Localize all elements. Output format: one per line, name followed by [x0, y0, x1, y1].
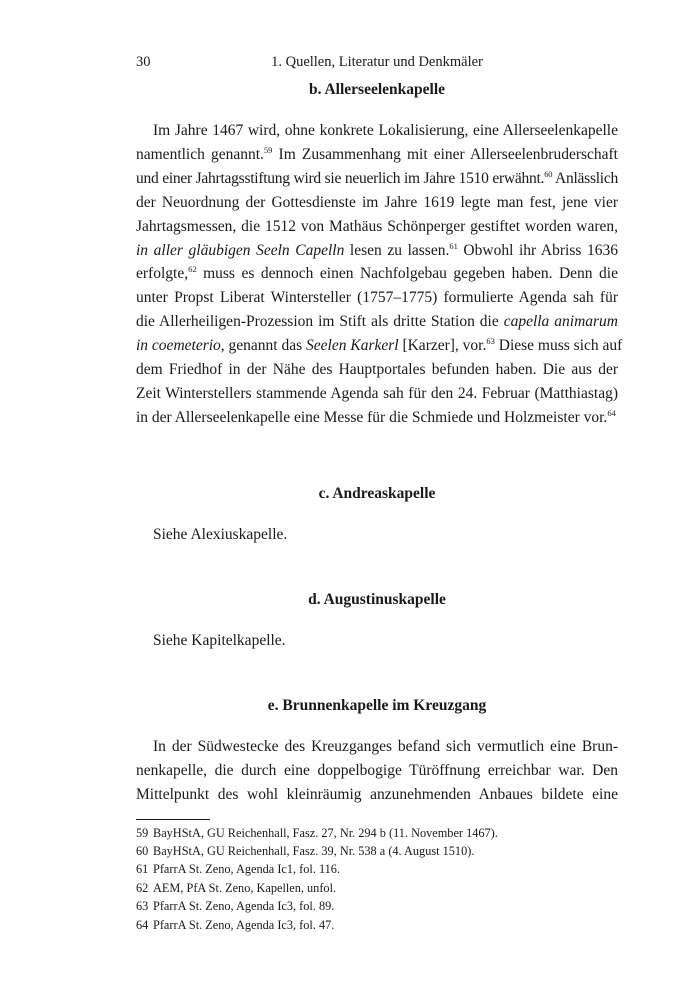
- section-heading-c: c. Andreaskapelle: [318, 484, 436, 502]
- footnote-number: 59: [136, 825, 149, 840]
- section-heading-d: d. Augustinuskapelle: [308, 590, 446, 608]
- cross-reference-text: Siehe Kapitelkapelle.: [153, 631, 286, 649]
- footnote-text: BayHStA, GU Reichenhall, Fasz. 27, Nr. 294 b (11. November 1467).: [153, 825, 498, 840]
- footnote-number: 61: [136, 862, 149, 877]
- text-line: unter Propst Liberat Wintersteller (1757–1775) formulierte Agenda sah für: [136, 289, 618, 307]
- footnote-number: 64: [136, 917, 149, 932]
- text-line: erfolgte,$^{62}$ muss es dennoch einen Nachfolgebau gegeben haben. Denn die: [136, 264, 618, 283]
- text-line: der Neuordnung der Gottesdienste im Jahre 1619 legte man fest, jene vier: [136, 193, 618, 211]
- footnote-text: AEM, PfA St. Zeno, Kapellen, unfol.: [153, 880, 337, 895]
- footnote-item: [136, 860, 618, 878]
- section-heading-b: b. Allerseelenkapelle: [308, 81, 446, 98]
- book-page: [136, 54, 623, 934]
- paragraph-allerseelenkapelle: [136, 119, 623, 430]
- text-line: nenkapelle, die durch eine doppelbogige Türöffnung erreichbar war. Den: [136, 761, 618, 779]
- text-line: in aller gläubigen Seeln Capelln lesen zu lassen.$^{61}$ Obwohl ihr Abriss 1636: [136, 240, 618, 259]
- footnote-number: 62: [136, 880, 149, 895]
- text-line: Im Jahre 1467 wird, ohne konkrete Lokalisierung, eine Allerseelenkapelle: [153, 122, 618, 139]
- cross-reference-text: Siehe Alexiuskapelle.: [153, 525, 288, 543]
- running-title: 1. Quellen, Literatur und Denkmäler: [271, 54, 483, 70]
- page-number: 30: [136, 54, 151, 70]
- text-line: Zeit Winterstellers stammende Agenda sah für den 24. Februar (Matthiastag): [136, 384, 618, 402]
- footnote-item: [136, 824, 618, 842]
- paragraph-brunnenkapelle: [136, 735, 618, 807]
- text-line: in der Allerseelenkapelle eine Messe für die Schmiede und Holzmeister vor.$^{64}$: [136, 407, 616, 426]
- footnote-ref[interactable]: 59: [263, 144, 273, 155]
- text-line: und einer Jahrtagsstiftung wird sie neuerlich im Jahre 1510 erwähnt.$^{60}$ Anlässlich: [136, 168, 618, 187]
- text-line: in coemeterio, genannt das Seelen Karkerl [Karzer], vor.$^{63}$ Diese muss sich auf: [136, 336, 623, 355]
- footnote-text: PfarrA St. Zeno, Agenda Ic3, fol. 89.: [153, 899, 335, 914]
- footnotes-list: [136, 824, 618, 934]
- footnote-ref[interactable]: 63: [486, 336, 495, 347]
- text-line: Mittelpunkt des wohl kleinräumig anzunehmenden Anbaues bildete eine: [136, 785, 618, 803]
- text-line: namentlich genannt.$^{59}$ Im Zusammenhang mit einer Allerseelenbruderschaft: [136, 144, 618, 163]
- text-line: dem Friedhof in der Nähe des Hauptportales befunden haben. Die aus der: [136, 361, 618, 379]
- footnote-text: PfarrA St. Zeno, Agenda Ic3, fol. 47.: [153, 917, 335, 932]
- text-line: In der Südwestecke des Kreuzganges befand sich vermutlich eine Brun-: [153, 737, 618, 755]
- section-heading-e: e. Brunnenkapelle im Kreuzgang: [267, 696, 487, 714]
- text-line: Jahrtagsmessen, die 1512 von Mathäus Schönperger gestiftet worden waren,: [136, 217, 618, 235]
- footnote-item: [136, 879, 618, 897]
- footnote-ref[interactable]: 64: [607, 407, 616, 418]
- running-head: [136, 54, 618, 76]
- footnote-number: 60: [136, 843, 149, 858]
- footnote-ref[interactable]: 62: [188, 264, 197, 275]
- text-line: die Allerheiligen-Prozession im Stift als dritte Station die capella animarum: [136, 313, 618, 331]
- footnote-item: [136, 916, 618, 934]
- footnote-text: PfarrA St. Zeno, Agenda Ic1, fol. 116.: [153, 862, 341, 877]
- footnote-separator: [136, 819, 210, 820]
- footnote-ref[interactable]: 61: [449, 240, 458, 251]
- footnote-item: [136, 842, 618, 860]
- footnote-text: BayHStA, GU Reichenhall, Fasz. 39, Nr. 538 a (4. August 1510).: [153, 843, 475, 858]
- footnote-item: [136, 897, 618, 915]
- footnote-ref[interactable]: 60: [544, 168, 553, 179]
- footnote-number: 63: [136, 899, 149, 914]
